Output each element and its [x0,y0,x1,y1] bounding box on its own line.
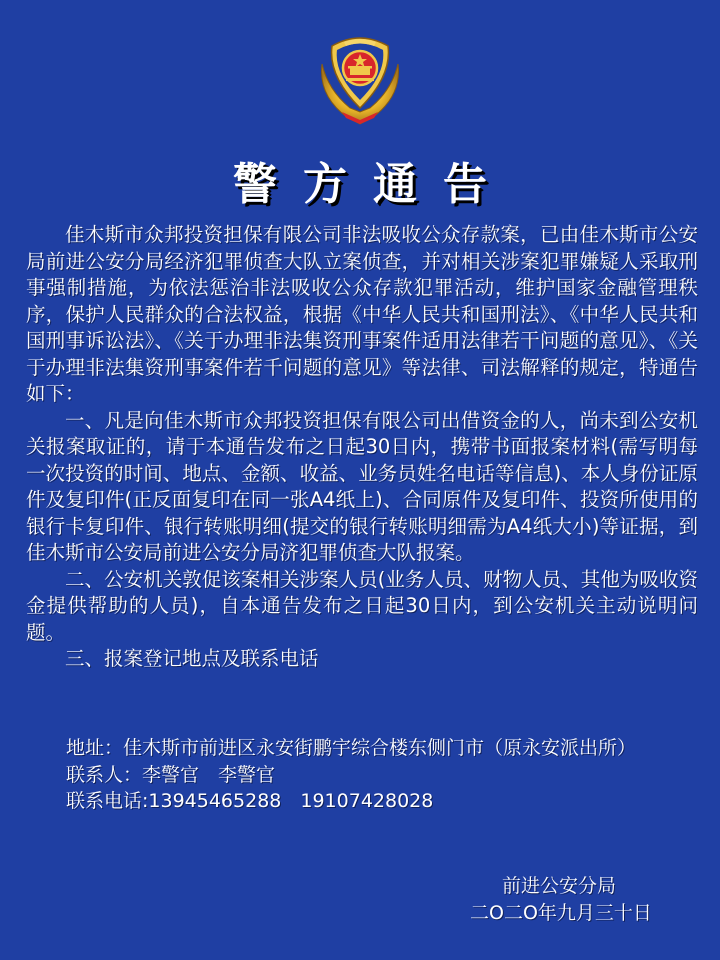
item-three-heading: 三、报案登记地点及联系电话 [65,647,319,670]
intro-paragraph: 佳木斯市众邦投资担保有限公司非法吸收公众存款案，已由佳木斯市公安局前进公安分局经济犯罪侦查大队立案侦查，并对相关涉案犯罪嫌疑人采取刑事强制措施，为依法惩治非法吸收公众存款犯罪活动，维护国家金融管理秩序，保护人民群众的合法权益，根据《中华人民共和国刑法》、《中华人民共和国刑事诉讼法》、《关于办理非法集资刑事案件适用法律若干问题的意见》、《关于办理非法集资刑事案件若千问题的意见》等法律、司法解释的规定，特通告如下： [26,223,698,405]
contact-person-line: 联系人：李警官 李警官 [66,764,276,786]
police-emblem-icon [308,24,412,128]
issue-date: 二O二O年九月三十日 [470,902,652,924]
issuer-name: 前进公安分局 [502,875,617,897]
notice-body [26,222,698,673]
item-one-paragraph: 一、凡是向佳木斯市众邦投资担保有限公司出借资金的人，尚未到公安机关报案取证的，请于本通告发布之日起30日内，携带书面报案材料(需写明每一次投资的时间、地点、金额、收益、业务员姓名电话等信息)、本人身份证原件及复印件(正反面复印在同一张A4纸上)、合同原件及复印件、投资所使用的银行卡复印件、银行转账明细(提交的银行转账明细需为A4纸大小)等证据，到佳木斯市公安局前进公安分局济犯罪侦查大队报案。 [26,408,698,564]
address-line: 地址：佳木斯市前进区永安街鹏宇综合楼东侧门市（原永安派出所） [66,737,637,759]
page-title: 警方通告 [233,159,513,210]
item-two-paragraph: 二、公安机关敦促该案相关涉案人员(业务人员、财物人员、其他为吸收资金提供帮助的人员)，自本通告发布之日起30日内，到公安机关主动说明问题。 [26,567,698,644]
contact-phone-line: 联系电话:13945465288 19107428028 [66,790,434,812]
